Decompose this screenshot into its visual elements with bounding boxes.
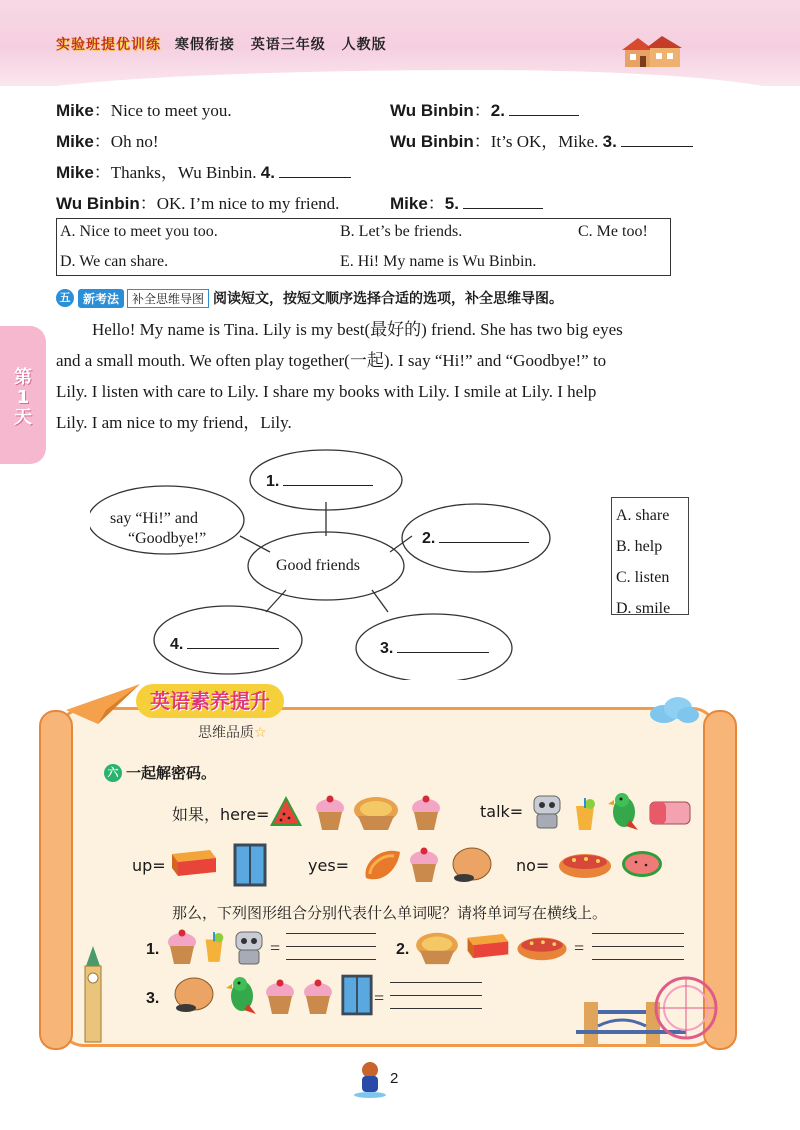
dialogue-line: Mike：Oh no!: [56, 132, 159, 151]
new-method-tag: 新考法: [78, 289, 124, 308]
cupcake-icon: [300, 976, 336, 1016]
dialogue-line: Mike：Nice to meet you.: [56, 101, 232, 120]
section-number: 五: [56, 289, 74, 307]
literacy-banner: 英语素养提升: [136, 684, 284, 718]
header-brand: 实验班提优训练: [56, 37, 161, 53]
choice-box: [611, 497, 689, 615]
speaker: Mike: [56, 101, 94, 120]
option-d: D. We can share.: [60, 253, 169, 270]
scroll-roll-left: [39, 710, 73, 1050]
watermelon-slice-icon: [620, 848, 664, 880]
writing-line[interactable]: [592, 946, 684, 947]
mind-map: [90, 440, 570, 680]
dialogue-line: Mike：Thanks，Wu Binbin. 4.: [56, 158, 351, 183]
choice-item: B. help: [616, 538, 663, 555]
node-2: 2.: [422, 527, 529, 548]
equals-sign: =: [270, 938, 281, 958]
eraser-icon: [646, 796, 694, 830]
rule-no: no=: [516, 856, 550, 875]
line-text: It’s OK，Mike.: [490, 132, 599, 151]
rule-talk: talk=: [480, 802, 524, 821]
watermelon-icon: [266, 792, 306, 832]
code-instruction: 那么，下列图形组合分别代表什么单词呢？请将单词写在横线上。: [172, 904, 608, 922]
dialogue-line: Wu Binbin：2.: [390, 96, 579, 121]
answer-blank[interactable]: [283, 470, 373, 486]
section-six-heading: [104, 762, 216, 783]
equals-sign: =: [374, 988, 385, 1008]
rule-here: 如果，here=: [172, 805, 270, 824]
page-number: 2: [390, 1070, 399, 1087]
passage-line: Hello! My name is Tina. Lily is my best(最好的) friend. She has two big eyes: [92, 320, 623, 339]
egg-tart-icon: [414, 928, 460, 966]
choice-item: A. share: [616, 507, 670, 524]
day-label: 第1天: [14, 367, 32, 428]
speaker: Wu Binbin: [390, 101, 474, 120]
option-a: A. Nice to meet you too.: [60, 223, 218, 240]
writing-line[interactable]: [286, 946, 376, 947]
header-title: [56, 34, 397, 54]
house-icon: [620, 34, 684, 68]
line-text: Thanks，Wu Binbin.: [110, 163, 257, 182]
egg-icon: [448, 844, 494, 886]
page-header: [0, 0, 800, 86]
day-side-tab: [0, 326, 46, 464]
answer-blank[interactable]: [439, 527, 529, 543]
section-five-heading: [56, 288, 563, 308]
writing-line[interactable]: [390, 982, 482, 983]
cupcake-icon: [406, 844, 442, 884]
answer-blank[interactable]: [509, 100, 579, 116]
question-number: 1.: [146, 941, 160, 958]
answer-blank[interactable]: [397, 637, 489, 653]
option-c: C. Me too!: [578, 223, 648, 240]
node-3: 3.: [380, 637, 489, 658]
header-segment: 人教版: [341, 37, 387, 53]
equals-sign: =: [574, 938, 585, 958]
paper-plane-icon: [62, 680, 142, 730]
dialogue-line: Wu Binbin：OK. I’m nice to my friend.: [56, 194, 340, 213]
answer-blank[interactable]: [621, 131, 693, 147]
answer-blank[interactable]: [187, 633, 279, 649]
connector-line: [266, 590, 286, 612]
writing-line[interactable]: [286, 959, 376, 960]
cloud-icon: [648, 696, 700, 724]
reading-passage: [56, 314, 736, 438]
line-text: OK. I’m nice to my friend.: [156, 194, 340, 213]
thinking-quality-label: 思维品质☆: [198, 725, 267, 741]
writing-line[interactable]: [592, 933, 684, 934]
cupcake-icon: [164, 926, 200, 966]
mango-icon: [360, 844, 404, 886]
passage-line: and a small mouth. We often play together(一起). I say “Hi!” and “Goodbye!” to: [56, 351, 607, 370]
connector-line: [390, 536, 412, 552]
writing-line[interactable]: [390, 1008, 482, 1009]
header-segment: 寒假衔接: [174, 37, 235, 53]
egg-icon: [170, 974, 216, 1016]
cupcake-icon: [408, 792, 444, 832]
header-segment: 英语三年级: [250, 37, 326, 53]
passage-line: Lily. I listen with care to Lily. I share my books with Lily. I smile at Lily. I help: [56, 382, 597, 401]
juice-cup-icon: [570, 796, 600, 832]
blank-number: 5.: [444, 194, 459, 213]
window-icon: [340, 972, 374, 1018]
writing-line[interactable]: [592, 959, 684, 960]
dialogue-line: Wu Binbin：It’s OK，Mike. 3.: [390, 127, 693, 152]
blank-number: 3.: [602, 132, 617, 151]
book-icon: [462, 930, 512, 964]
node-1: 1.: [266, 470, 373, 491]
answer-blank[interactable]: [279, 162, 351, 178]
section-title: 一起解密码。: [126, 764, 217, 782]
question-number: 2.: [396, 941, 410, 958]
options-table: [56, 218, 671, 276]
line-text: Oh no!: [110, 132, 159, 151]
big-ben-icon: [78, 944, 108, 1044]
cupcake-icon: [262, 976, 298, 1016]
node-given-line: say “Hi!” and: [110, 510, 198, 527]
option-b: B. Let’s be friends.: [340, 223, 463, 240]
question-number: 3.: [146, 990, 160, 1007]
node-4: 4.: [170, 633, 279, 654]
choice-item: D. smile: [616, 600, 671, 617]
answer-blank[interactable]: [463, 193, 543, 209]
option-e: E. Hi! My name is Wu Binbin.: [340, 253, 537, 270]
robot-cat-icon: [230, 926, 268, 968]
writing-line[interactable]: [286, 933, 376, 934]
section-instruction: 阅读短文，按短文顺序选择合适的选项，补全思维导图。: [213, 291, 564, 307]
speaker: Mike: [56, 132, 94, 151]
egg-tart-icon: [352, 792, 400, 832]
book-icon: [166, 846, 220, 882]
speaker: Wu Binbin: [56, 194, 140, 213]
speaker: Mike: [56, 163, 94, 182]
robot-cat-icon: [528, 790, 566, 832]
node-given-line: “Goodbye!”: [128, 530, 207, 547]
passage-line: Lily. I am nice to my friend，Lily.: [56, 413, 292, 432]
dialogue-line: Mike：5.: [390, 189, 543, 214]
mascot-icon: [352, 1058, 388, 1098]
speaker: Wu Binbin: [390, 132, 474, 151]
section-number: 六: [104, 764, 122, 782]
blank-number: 2.: [490, 101, 505, 120]
hotdog-icon: [514, 930, 570, 964]
cupcake-icon: [312, 792, 348, 832]
blank-number: 4.: [260, 163, 275, 182]
juice-cup-icon: [200, 930, 228, 964]
speaker: Mike: [390, 194, 428, 213]
line-text: Nice to meet you.: [110, 101, 232, 120]
choice-item: C. listen: [616, 569, 670, 586]
parrot-icon: [604, 790, 642, 832]
mindmap-tag: 补全思维导图: [127, 289, 209, 308]
window-icon: [232, 842, 268, 888]
star-icon: ☆: [254, 725, 267, 741]
rule-up: up=: [132, 856, 166, 875]
rule-yes: yes=: [308, 856, 350, 875]
hotdog-icon: [556, 846, 614, 882]
center-node-label: Good friends: [276, 557, 360, 574]
ferris-wheel-icon: [650, 972, 722, 1044]
parrot-icon: [222, 974, 260, 1016]
writing-line[interactable]: [390, 995, 482, 996]
